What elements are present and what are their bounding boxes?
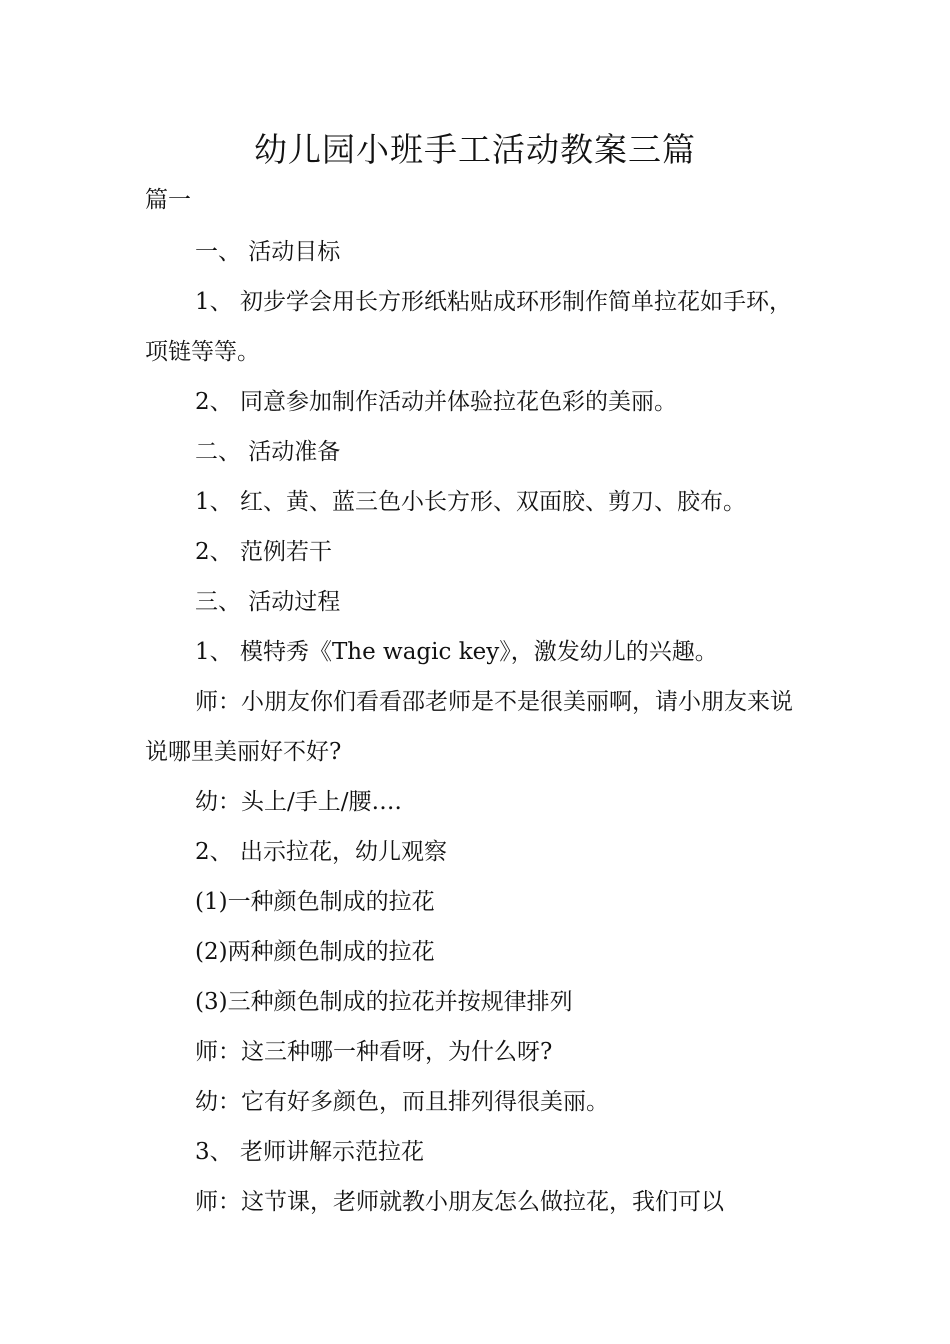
paragraph: 2、 出示拉花，幼儿观察 bbox=[195, 839, 447, 865]
heading-goals: 一、 活动目标 bbox=[195, 239, 341, 265]
paragraph: 1、 模特秀《The wagic key》，激发幼儿的兴趣。 bbox=[195, 639, 718, 665]
document-title: 幼儿园小班手工活动教案三篇 bbox=[254, 130, 696, 169]
list-item: (2)两种颜色制成的拉花 bbox=[195, 939, 435, 965]
paragraph: 3、 老师讲解示范拉花 bbox=[195, 1139, 424, 1165]
paragraph: 师：小朋友你们看看邵老师是不是很美丽啊，请小朋友来说说哪里美丽好不好? bbox=[145, 689, 793, 765]
heading-preparation: 二、 活动准备 bbox=[195, 439, 341, 465]
paragraph: 2、 同意参加制作活动并体验拉花色彩的美丽。 bbox=[195, 389, 677, 415]
paragraph: 1、 红、黄、蓝三色小长方形、双面胶、剪刀、胶布。 bbox=[195, 489, 746, 515]
paragraph: 幼：它有好多颜色，而且排列得很美丽。 bbox=[195, 1089, 609, 1115]
list-item: (1)一种颜色制成的拉花 bbox=[195, 889, 435, 915]
paragraph: 1、 初步学会用长方形纸粘贴成环形制作简单拉花如手环，项链等等。 bbox=[145, 289, 792, 365]
paragraph: 师：这节课，老师就教小朋友怎么做拉花，我们可以 bbox=[195, 1189, 724, 1215]
paragraph: 幼：头上/手上/腰…. bbox=[195, 789, 402, 815]
paragraph: 师：这三种哪一种看呀，为什么呀? bbox=[195, 1039, 553, 1065]
heading-process: 三、 活动过程 bbox=[195, 589, 341, 615]
section-label: 篇一 bbox=[145, 187, 191, 213]
document-body bbox=[145, 227, 810, 1227]
paragraph: 2、 范例若干 bbox=[195, 539, 332, 565]
list-item: (3)三种颜色制成的拉花并按规律排列 bbox=[195, 989, 573, 1015]
